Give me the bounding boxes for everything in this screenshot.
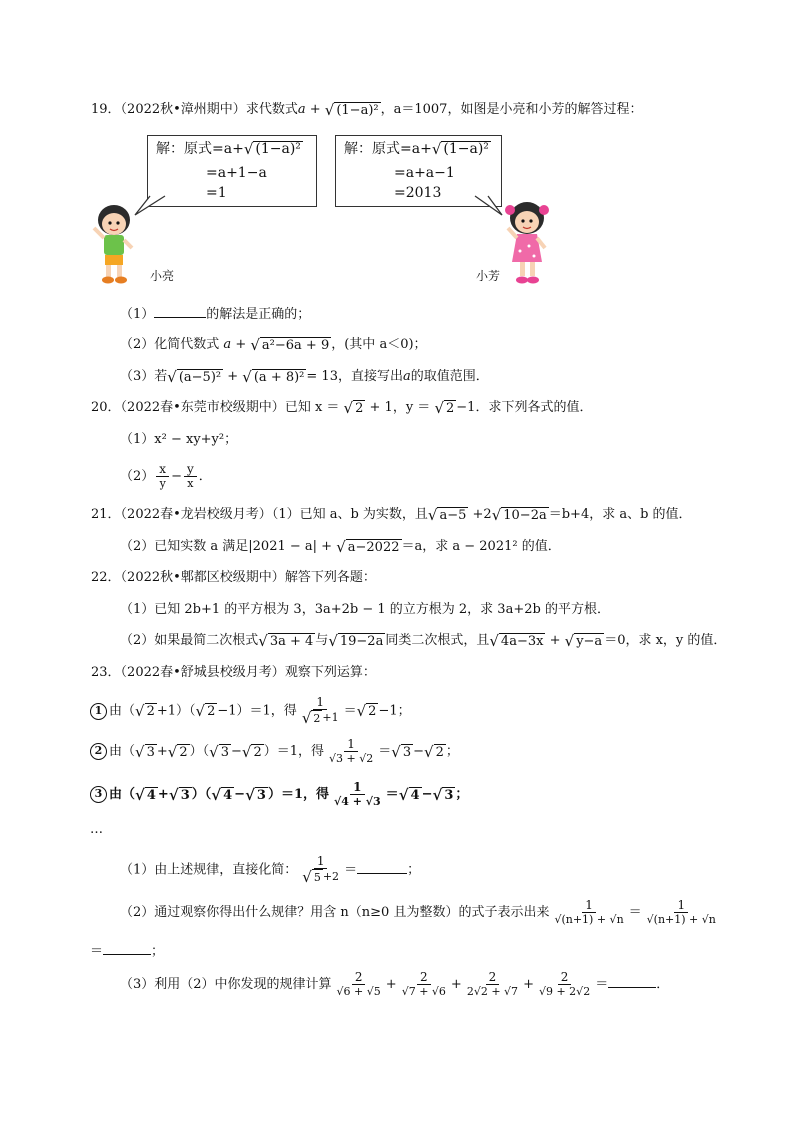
question-number: 19．: [91, 102, 121, 117]
q21-stem: 21．（2022春•龙岩校级月考）（1）已知 a、b 为实数，且 √ a−5 +2 √ 10−2a ＝b+4，求 a、b 的值．: [91, 505, 692, 524]
q22-stem: 22．（2022秋•郫都区校级期中）解答下列各题：: [91, 570, 376, 585]
q23-part2-line2: ＝ ；: [90, 940, 164, 962]
speech-bubble-left: [147, 135, 317, 207]
q19-stem: [91, 100, 642, 120]
answer-blank[interactable]: [608, 973, 656, 988]
q20-part2: （2） $\frac{x}{y}$ − $\frac{y}{x}$ ．: [120, 461, 212, 490]
q23-part1: （1）由上述规律，直接化简： 1 √ 5 +2 ＝ ；: [120, 854, 421, 886]
question-source: （2022秋•漳州期中）: [120, 102, 246, 117]
bubble-line-3: =1: [206, 185, 227, 201]
q22-part2: （2）如果最简二次根式 √ 3a + 4 与 √ 19−2a 同类二次根式，且 √ 4a−3x + √ y−a ＝0，求 x，y 的值．: [120, 631, 727, 650]
q19-part1: （1） 的解法是正确的；: [120, 303, 310, 325]
q21-part2: （2）已知实数 a 满足|2021 − a| + √ a−2022 ＝a，求 a − 2021² 的值．: [120, 537, 561, 556]
girl-illustration: [502, 196, 552, 288]
q23-rule-2: 2 由（ √ 3 + √ 2 ）（ √ 3 − √ 2 ）＝1，得 $\frac{1}{√3 + √2}$ ＝ √ 3 − √ 2 ；: [90, 737, 459, 767]
q23-ellipsis: …: [90, 822, 103, 837]
math-var: a: [297, 102, 306, 117]
q19-part2: （2）化简代数式 a + √ a²−6a + 9 ，(其中 a＜0)；: [120, 335, 427, 354]
q20-stem: 20．（2022春•东莞市校级期中）已知 x ＝ √ 2 + 1，y ＝ √ 2 −1．求下列各式的值．: [91, 398, 593, 417]
answer-blank[interactable]: [103, 940, 151, 955]
caption-xiaofang: 小芳: [476, 269, 501, 283]
q23-part3: （3）利用（2）中你发现的规律计算 $\frac{2}{√6 + √5}$ + $\frac{2}{√7 + √6}$ + $\frac{2}{2√2 + √7}$ + $\frac{2}{√9 + 2√2}$ ＝ ．: [120, 969, 670, 998]
bubble-line-1: 解：原式=a+ √ (1−a)²: [156, 140, 301, 158]
answer-blank[interactable]: [154, 303, 206, 318]
boy-illustration: [90, 198, 138, 286]
question-text: 求代数式: [245, 102, 298, 117]
bubble-line-2: =a+1−a: [206, 165, 267, 181]
bubble-line-2: =a+a−1: [394, 165, 455, 181]
q23-rule-3: 3 由（ √ 4 + √ 3 ）（ √ 4 − √ 3 ）＝1，得 $\frac{1}{√4 + √3}$ ＝ √ 4 − √ 3 ；: [90, 780, 468, 810]
sqrt-expression: √ (1−a)²: [324, 100, 379, 119]
bubble-line-1: 解：原式=a+ √ (1−a)²: [344, 140, 489, 158]
q22-part1: （1）已知 2b+1 的平方根为 3，3a+2b − 1 的立方根为 2，求 3a+2b 的平方根．: [120, 602, 610, 617]
q23-stem: 23．（2022春•舒城县校级月考）观察下列运算：: [91, 665, 376, 680]
q23-rule-1: 1 由（ √ 2 +1）（ √ 2 −1）＝1，得 1 √ 2 +1 ＝ √ 2 −1；: [90, 696, 411, 727]
radicand: (1−a)²: [336, 102, 379, 118]
q20-part1: （1）x² − xy+y²；: [120, 432, 238, 447]
math-op: +: [305, 102, 325, 117]
q19-part3: （3）若 √ (a−5)² + √ (a + 8)² = 13，直接写出a的取值范围．: [120, 367, 489, 386]
caption-xiaoliang: 小亮: [150, 269, 175, 283]
q23-part2: （2）通过观察你得出什么规律？用含 n（n≥0 且为整数）的式子表示出来 $\frac{1}{√(n+1) + √n}$ ＝ $\frac{1}{√(n+1) + √n}$: [120, 897, 716, 926]
bubble-line-3: =2013: [394, 185, 442, 201]
answer-blank[interactable]: [357, 859, 407, 874]
question-text: ，a＝1007，如图是小亮和小芳的解答过程：: [380, 102, 643, 117]
